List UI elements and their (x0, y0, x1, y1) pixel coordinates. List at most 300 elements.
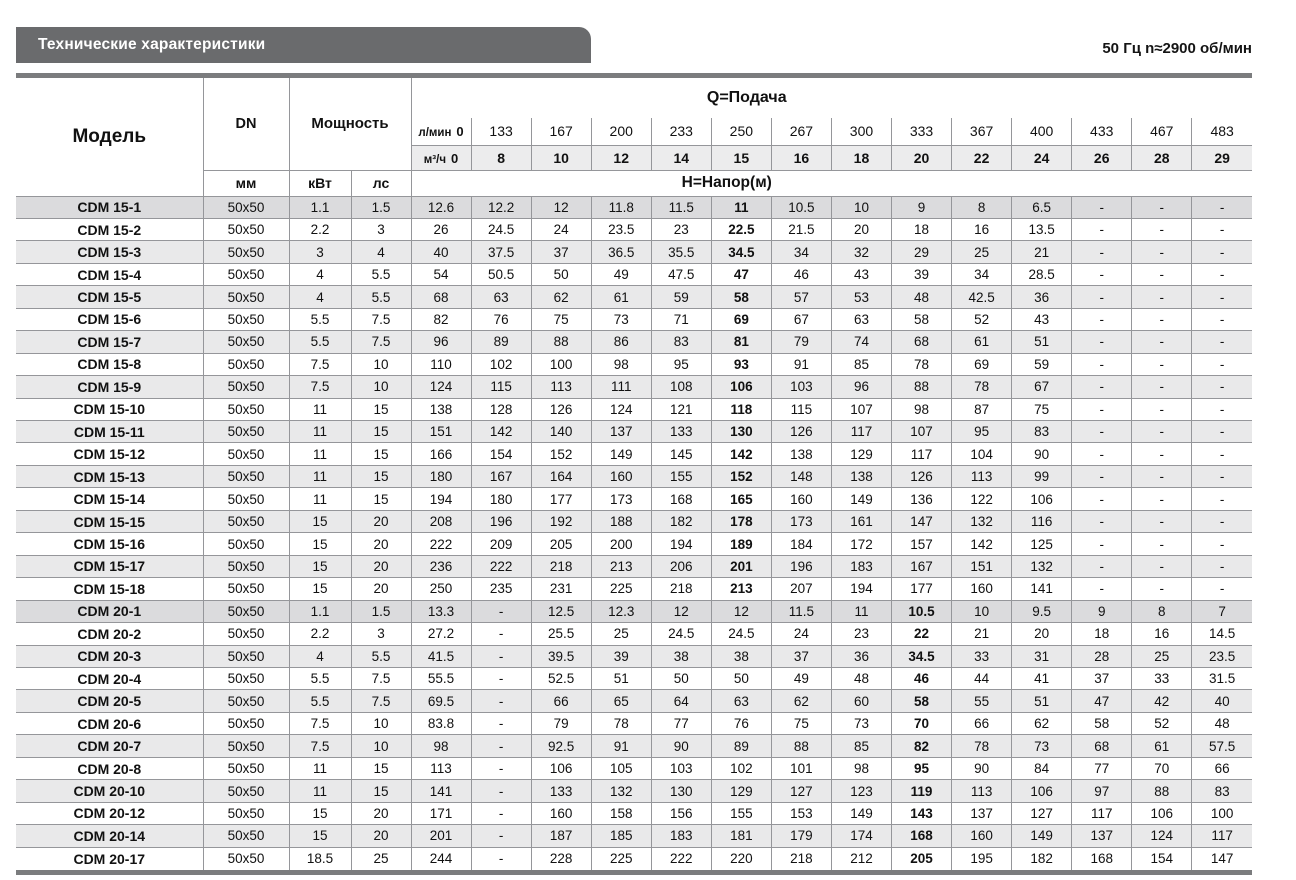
head-value-cell: - (1072, 398, 1132, 420)
head-value-cell: 167 (892, 555, 952, 577)
power-hp-cell: 15 (351, 443, 411, 465)
head-value-cell: - (1192, 555, 1252, 577)
power-kw-cell: 7.5 (289, 712, 351, 734)
flow-m3h-value: 10 (531, 145, 591, 170)
head-value-cell: 34 (771, 241, 831, 263)
head-value-cell: - (1192, 443, 1252, 465)
head-value-cell: - (1132, 196, 1192, 218)
head-value-cell: 63 (471, 286, 531, 308)
head-value-cell: - (1192, 353, 1252, 375)
head-value-cell: 93 (711, 353, 771, 375)
head-value-cell: 71 (651, 308, 711, 330)
dn-cell: 50x50 (203, 331, 289, 353)
flow-m3h-unit-label: м³/ч (423, 153, 447, 166)
head-value-cell: 167 (471, 465, 531, 487)
head-value-cell: 31.5 (1192, 668, 1252, 690)
head-value-cell: 98 (831, 757, 891, 779)
table-row (16, 757, 1252, 779)
head-value-cell: 10 (831, 196, 891, 218)
head-value-cell: 74 (831, 331, 891, 353)
power-kw-cell: 4 (289, 263, 351, 285)
power-unit-hp-label: лс (351, 170, 411, 196)
head-value-cell: 12 (531, 196, 591, 218)
head-value-cell: - (1132, 353, 1192, 375)
head-value-cell: 103 (651, 757, 711, 779)
head-value-cell: 200 (591, 533, 651, 555)
model-cell: CDM 15-5 (16, 286, 203, 308)
table-row (16, 443, 1252, 465)
head-value-cell: - (1192, 578, 1252, 600)
head-value-cell: 228 (531, 847, 591, 870)
head-value-cell: 147 (1192, 847, 1252, 870)
head-value-cell: 8 (952, 196, 1012, 218)
head-value-cell: 31 (1012, 645, 1072, 667)
table-row (16, 780, 1252, 802)
head-value-cell: 58 (711, 286, 771, 308)
power-hp-cell: 15 (351, 465, 411, 487)
head-value-cell: 196 (471, 510, 531, 532)
table-row (16, 668, 1252, 690)
head-value-cell: 235 (471, 578, 531, 600)
power-kw-cell: 5.5 (289, 690, 351, 712)
head-value-cell: 49 (771, 668, 831, 690)
flow-lmin-value: 483 (1210, 123, 1234, 140)
head-value-cell: 117 (1192, 825, 1252, 847)
model-cell: CDM 20-6 (16, 712, 203, 734)
dn-cell: 50x50 (203, 398, 289, 420)
head-value-cell: 13.5 (1012, 218, 1072, 240)
head-value-cell: 130 (711, 421, 771, 443)
power-kw-cell: 18.5 (289, 847, 351, 870)
head-value-cell: 37 (771, 645, 831, 667)
table-row (16, 308, 1252, 330)
head-value-cell: 22.5 (711, 218, 771, 240)
power-hp-cell: 20 (351, 555, 411, 577)
head-value-cell: - (1132, 578, 1192, 600)
head-value-cell: 10.5 (771, 196, 831, 218)
head-value-cell: 40 (1192, 690, 1252, 712)
power-kw-cell: 2.2 (289, 218, 351, 240)
flow-lmin-value: 233 (651, 118, 711, 145)
head-value-cell: 11.8 (591, 196, 651, 218)
head-value-cell: 98 (411, 735, 471, 757)
head-value-cell: 122 (952, 488, 1012, 510)
power-kw-cell: 7.5 (289, 735, 351, 757)
head-value-cell: - (1072, 533, 1132, 555)
head-value-cell: 70 (1132, 757, 1192, 779)
head-value-cell: - (1132, 533, 1192, 555)
model-cell: CDM 15-6 (16, 308, 203, 330)
model-cell: CDM 15-15 (16, 510, 203, 532)
head-value-cell: - (1132, 510, 1192, 532)
head-value-cell: 68 (1072, 735, 1132, 757)
head-value-cell: 16 (952, 218, 1012, 240)
head-value-cell: 222 (651, 847, 711, 870)
head-value-cell: 75 (1012, 398, 1072, 420)
power-kw-cell: 15 (289, 510, 351, 532)
spec-table-header (16, 78, 1252, 196)
head-value-cell: 137 (1072, 825, 1132, 847)
head-value-cell: - (1192, 241, 1252, 263)
head-value-cell: - (471, 780, 531, 802)
head-value-cell: 113 (952, 780, 1012, 802)
head-value-cell: 21.5 (771, 218, 831, 240)
head-value-cell: 123 (831, 780, 891, 802)
head-value-cell: 62 (771, 690, 831, 712)
head-value-cell: 62 (1012, 712, 1072, 734)
power-kw-cell: 11 (289, 757, 351, 779)
head-value-cell: 189 (711, 533, 771, 555)
head-value-cell: 174 (831, 825, 891, 847)
head-value-cell: 66 (531, 690, 591, 712)
head-value-cell: 218 (531, 555, 591, 577)
head-value-cell: 194 (411, 488, 471, 510)
table-row (16, 196, 1252, 218)
table-row (16, 555, 1252, 577)
head-value-cell: 132 (1012, 555, 1072, 577)
flow-lmin-value: 200 (591, 118, 651, 145)
head-value-cell: 142 (471, 421, 531, 443)
power-kw-cell: 11 (289, 488, 351, 510)
flow-lmin-value: 267 (771, 118, 831, 145)
head-value-cell: 24.5 (651, 623, 711, 645)
head-value-cell: 118 (711, 398, 771, 420)
q-supply-header: Q=Подача (706, 89, 787, 106)
power-kw-cell: 15 (289, 578, 351, 600)
model-cell: CDM 15-9 (16, 376, 203, 398)
flow-m3h-value: 8 (471, 145, 531, 170)
head-value-cell: 152 (531, 443, 591, 465)
head-value-cell: 81 (711, 331, 771, 353)
head-value-cell: 11.5 (651, 196, 711, 218)
section-title: Технические характеристики (38, 36, 266, 53)
head-value-cell: 95 (892, 757, 952, 779)
head-value-cell: 52.5 (531, 668, 591, 690)
head-value-cell: - (1192, 465, 1252, 487)
head-value-cell: 222 (411, 533, 471, 555)
head-value-cell: 141 (411, 780, 471, 802)
head-value-cell: - (1192, 331, 1252, 353)
head-value-cell: 117 (1072, 802, 1132, 824)
head-value-cell: 231 (531, 578, 591, 600)
flow-m3h-value: 18 (831, 145, 891, 170)
power-hp-cell: 3 (351, 218, 411, 240)
model-cell: CDM 20-10 (16, 780, 203, 802)
flow-lmin-value: 433 (1072, 118, 1132, 145)
head-value-cell: 106 (1012, 488, 1072, 510)
head-value-cell: 61 (952, 331, 1012, 353)
flow-m3h-value: 22 (952, 145, 1012, 170)
table-row (16, 286, 1252, 308)
head-value-cell: - (1192, 488, 1252, 510)
head-value-cell: 60 (831, 690, 891, 712)
head-value-cell: 43 (1012, 308, 1072, 330)
table-row (16, 398, 1252, 420)
power-hp-cell: 20 (351, 510, 411, 532)
head-value-cell: 168 (1072, 847, 1132, 870)
head-value-cell: 35.5 (651, 241, 711, 263)
head-value-cell: 50 (531, 263, 591, 285)
spec-table (16, 78, 1252, 870)
head-value-cell: 157 (892, 533, 952, 555)
head-value-cell: 69.5 (411, 690, 471, 712)
head-value-cell: 51 (1012, 331, 1072, 353)
power-kw-cell: 15 (289, 825, 351, 847)
head-value-cell: 43 (831, 263, 891, 285)
head-value-cell: 78 (952, 376, 1012, 398)
flow-m3h-label-cell (411, 145, 471, 170)
head-value-cell: 9.5 (1012, 600, 1072, 622)
head-value-cell: 38 (651, 645, 711, 667)
dn-cell: 50x50 (203, 241, 289, 263)
head-value-cell: - (1132, 263, 1192, 285)
head-value-cell: 99 (1012, 465, 1072, 487)
head-value-cell: - (1132, 488, 1192, 510)
head-value-cell: 87 (952, 398, 1012, 420)
head-value-cell: 100 (1192, 802, 1252, 824)
dn-cell: 50x50 (203, 668, 289, 690)
head-value-cell: 13.3 (411, 600, 471, 622)
head-value-cell: 52 (952, 308, 1012, 330)
head-value-cell: 12 (711, 600, 771, 622)
head-value-cell: 66 (1192, 757, 1252, 779)
head-value-cell: - (1192, 263, 1252, 285)
head-value-cell: 126 (531, 398, 591, 420)
table-row (16, 578, 1252, 600)
dn-cell: 50x50 (203, 712, 289, 734)
table-row (16, 421, 1252, 443)
head-value-cell: 201 (411, 825, 471, 847)
head-value-cell: 24.5 (711, 623, 771, 645)
head-value-cell: 41 (1012, 668, 1072, 690)
model-cell: CDM 20-17 (16, 847, 203, 870)
dn-cell: 50x50 (203, 376, 289, 398)
head-value-cell: 9 (892, 196, 952, 218)
head-value-cell: 59 (1012, 353, 1072, 375)
dn-cell: 50x50 (203, 308, 289, 330)
head-value-cell: 79 (771, 331, 831, 353)
head-value-cell: 26 (411, 218, 471, 240)
head-value-cell: 124 (591, 398, 651, 420)
head-value-cell: 160 (952, 578, 1012, 600)
power-kw-cell: 11 (289, 780, 351, 802)
head-value-cell: 20 (831, 218, 891, 240)
head-value-cell: 127 (771, 780, 831, 802)
flow-m3h-value: 15 (711, 145, 771, 170)
head-value-cell: 34.5 (711, 241, 771, 263)
flow-m3h-value: 26 (1072, 145, 1132, 170)
head-value-cell: 27.2 (411, 623, 471, 645)
head-value-cell: - (1132, 308, 1192, 330)
dn-cell: 50x50 (203, 578, 289, 600)
head-value-cell: - (471, 623, 531, 645)
head-value-cell: - (1132, 555, 1192, 577)
head-value-cell: - (1072, 263, 1132, 285)
flow-m3h-zero-value: 0 (451, 150, 459, 166)
frequency-speed-note: 50 Гц n≈2900 об/мин (1102, 40, 1252, 57)
head-value-cell: 44 (952, 668, 1012, 690)
head-value-cell: 62 (531, 286, 591, 308)
head-value-cell: 95 (952, 421, 1012, 443)
head-value-cell: 98 (591, 353, 651, 375)
power-kw-cell: 11 (289, 398, 351, 420)
model-cell: CDM 20-2 (16, 623, 203, 645)
head-value-cell: 96 (411, 331, 471, 353)
head-value-cell: 138 (411, 398, 471, 420)
model-header: Модель (16, 78, 203, 196)
head-value-cell: 107 (831, 398, 891, 420)
dn-cell: 50x50 (203, 757, 289, 779)
head-value-cell: - (1072, 331, 1132, 353)
head-value-cell: - (1192, 421, 1252, 443)
head-value-cell: 37.5 (471, 241, 531, 263)
head-value-cell: 25 (952, 241, 1012, 263)
head-value-cell: - (1072, 443, 1132, 465)
head-value-cell: 24 (531, 218, 591, 240)
power-kw-cell: 4 (289, 645, 351, 667)
head-value-cell: 39 (591, 645, 651, 667)
head-value-cell: 115 (471, 376, 531, 398)
head-value-cell: 173 (771, 510, 831, 532)
head-value-cell: 78 (952, 735, 1012, 757)
dn-cell: 50x50 (203, 465, 289, 487)
head-value-cell: 152 (711, 465, 771, 487)
head-value-cell: - (1192, 308, 1252, 330)
head-value-cell: 155 (651, 465, 711, 487)
head-value-cell: 57.5 (1192, 735, 1252, 757)
head-value-cell: 250 (411, 578, 471, 600)
head-value-cell: 177 (531, 488, 591, 510)
head-value-cell: - (1132, 465, 1192, 487)
head-value-cell: 132 (952, 510, 1012, 532)
head-value-cell: 149 (831, 488, 891, 510)
head-value-cell: - (1192, 196, 1252, 218)
head-value-cell: 88 (892, 376, 952, 398)
head-value-cell: 9 (1072, 600, 1132, 622)
head-value-cell: 46 (892, 668, 952, 690)
dn-unit-label: мм (203, 170, 289, 196)
table-row (16, 510, 1252, 532)
head-value-cell: - (1132, 376, 1192, 398)
model-cell: CDM 15-12 (16, 443, 203, 465)
head-value-cell: - (1192, 533, 1252, 555)
head-value-cell: 24.5 (471, 218, 531, 240)
head-value-cell: 28 (1072, 645, 1132, 667)
power-hp-cell: 7.5 (351, 331, 411, 353)
head-value-cell: 50.5 (471, 263, 531, 285)
power-kw-cell: 5.5 (289, 308, 351, 330)
head-value-cell: 133 (651, 421, 711, 443)
model-cell: CDM 15-16 (16, 533, 203, 555)
head-value-cell: - (1132, 398, 1192, 420)
head-value-cell: 166 (411, 443, 471, 465)
power-hp-cell: 10 (351, 712, 411, 734)
head-value-cell: 69 (952, 353, 1012, 375)
head-value-cell: - (1072, 218, 1132, 240)
head-value-cell: - (1072, 241, 1132, 263)
model-cell: CDM 15-4 (16, 263, 203, 285)
head-value-cell: 39.5 (531, 645, 591, 667)
head-value-cell: 218 (651, 578, 711, 600)
head-value-cell: 104 (952, 443, 1012, 465)
head-value-cell: - (471, 712, 531, 734)
head-value-cell: 180 (471, 488, 531, 510)
model-cell: CDM 20-7 (16, 735, 203, 757)
head-value-cell: 145 (651, 443, 711, 465)
head-value-cell: 124 (1132, 825, 1192, 847)
head-value-cell: 51 (1012, 690, 1072, 712)
head-value-cell: 172 (831, 533, 891, 555)
head-value-cell: 164 (531, 465, 591, 487)
head-value-cell: 201 (711, 555, 771, 577)
head-value-cell: 181 (711, 825, 771, 847)
head-value-cell: - (1132, 286, 1192, 308)
head-value-cell: 42 (1132, 690, 1192, 712)
power-hp-cell: 15 (351, 757, 411, 779)
head-value-cell: 48 (1192, 712, 1252, 734)
flow-lmin-value: 167 (531, 118, 591, 145)
head-value-cell: 102 (471, 353, 531, 375)
head-value-cell: 36 (831, 645, 891, 667)
head-value-cell: - (1192, 286, 1252, 308)
head-value-cell: 137 (591, 421, 651, 443)
table-row (16, 376, 1252, 398)
head-value-cell: 192 (531, 510, 591, 532)
head-value-cell: - (1132, 443, 1192, 465)
head-value-cell: 47.5 (651, 263, 711, 285)
head-value-cell: 225 (591, 847, 651, 870)
table-row (16, 690, 1252, 712)
head-value-cell: 160 (531, 802, 591, 824)
head-value-cell: - (471, 847, 531, 870)
head-value-cell: 105 (591, 757, 651, 779)
head-value-cell: 143 (892, 802, 952, 824)
power-hp-cell: 15 (351, 488, 411, 510)
head-value-cell: 222 (471, 555, 531, 577)
head-value-cell: - (1072, 421, 1132, 443)
head-value-cell: 50 (651, 668, 711, 690)
power-kw-cell: 15 (289, 533, 351, 555)
head-value-cell: 55 (952, 690, 1012, 712)
flow-lmin-value: 367 (952, 118, 1012, 145)
power-hp-cell: 4 (351, 241, 411, 263)
head-value-cell: 40 (411, 241, 471, 263)
head-value-cell: 117 (892, 443, 952, 465)
head-value-cell: 69 (711, 308, 771, 330)
head-value-cell: 11 (831, 600, 891, 622)
table-row (16, 533, 1252, 555)
head-header: Н=Напор(м) (681, 174, 772, 191)
head-value-cell: 25 (591, 623, 651, 645)
head-value-cell: 34 (952, 263, 1012, 285)
head-value-cell: 161 (831, 510, 891, 532)
head-value-cell: 49 (591, 263, 651, 285)
head-value-cell: 184 (771, 533, 831, 555)
dn-cell: 50x50 (203, 263, 289, 285)
head-value-cell: 73 (831, 712, 891, 734)
power-hp-cell: 10 (351, 376, 411, 398)
head-value-cell: 225 (591, 578, 651, 600)
model-cell: CDM 20-1 (16, 600, 203, 622)
head-value-cell: - (1072, 286, 1132, 308)
head-value-cell: - (471, 735, 531, 757)
head-value-cell: 12 (651, 600, 711, 622)
head-value-cell: 196 (771, 555, 831, 577)
power-hp-cell: 20 (351, 825, 411, 847)
dn-cell: 50x50 (203, 533, 289, 555)
power-hp-cell: 1.5 (351, 196, 411, 218)
head-value-cell: - (1192, 376, 1252, 398)
